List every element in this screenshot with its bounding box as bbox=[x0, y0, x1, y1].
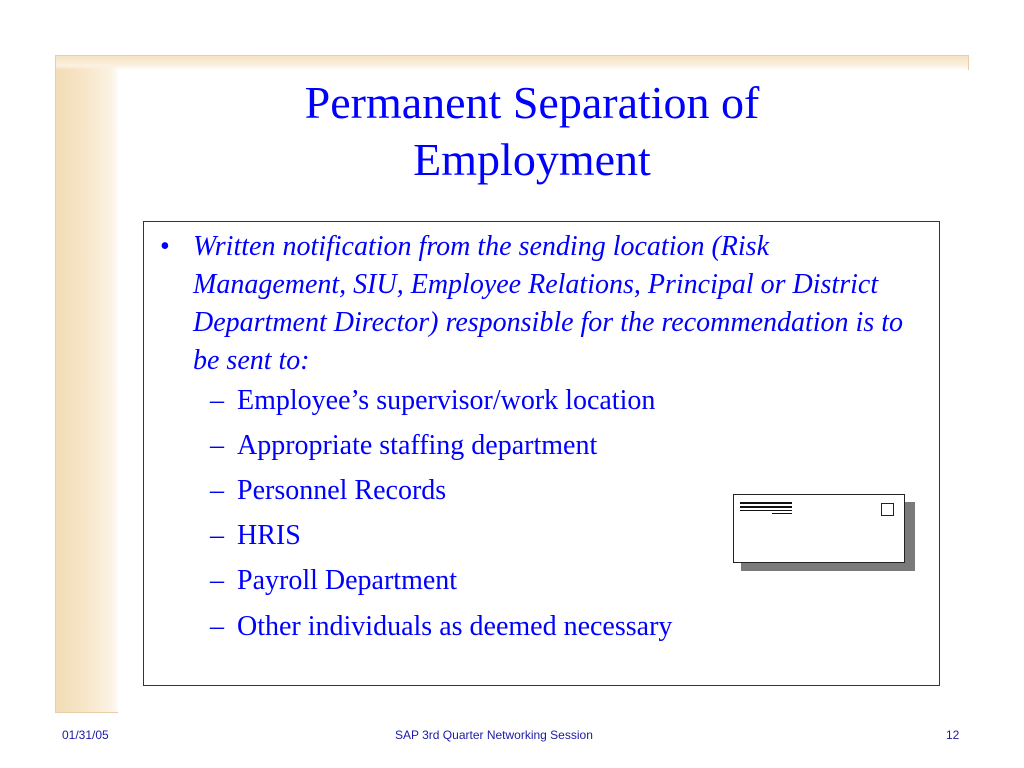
dash-icon: – bbox=[210, 385, 224, 416]
envelope-address-line bbox=[740, 506, 792, 508]
envelope-address-line bbox=[740, 502, 792, 504]
footer-date: 01/31/05 bbox=[62, 728, 109, 742]
slide-title bbox=[160, 74, 904, 188]
bullet-icon: • bbox=[160, 231, 170, 262]
title-line-1: Permanent Separation of bbox=[304, 77, 760, 128]
envelope-icon bbox=[733, 494, 905, 563]
sub-item-label: Appropriate staffing department bbox=[237, 430, 598, 461]
stamp-icon bbox=[881, 503, 894, 516]
sub-item-label: HRIS bbox=[237, 520, 301, 551]
envelope-address-line bbox=[772, 513, 792, 514]
dash-icon: – bbox=[210, 475, 224, 506]
dash-icon: – bbox=[210, 611, 224, 642]
dash-icon: – bbox=[210, 520, 224, 551]
dash-icon: – bbox=[210, 430, 224, 461]
sub-item-label: Other individuals as deemed necessary bbox=[237, 611, 673, 642]
footer-page-number: 12 bbox=[946, 728, 960, 742]
sub-item-label: Employee’s supervisor/work location bbox=[237, 385, 656, 416]
sub-item-label: Personnel Records bbox=[237, 475, 447, 506]
footer-title: SAP 3rd Quarter Networking Session bbox=[395, 728, 593, 742]
sub-item-label: Payroll Department bbox=[237, 565, 458, 596]
bullet-text: Written notification from the sending location (Risk Management, SIU, Employee Relations, Principal or District Department Director) responsible for the recommendation is to be sent to: bbox=[193, 231, 904, 376]
slide-frame-top bbox=[56, 56, 968, 70]
title-line-2: Employment bbox=[413, 134, 651, 185]
dash-icon: – bbox=[210, 565, 224, 596]
envelope-address-line bbox=[740, 510, 792, 511]
